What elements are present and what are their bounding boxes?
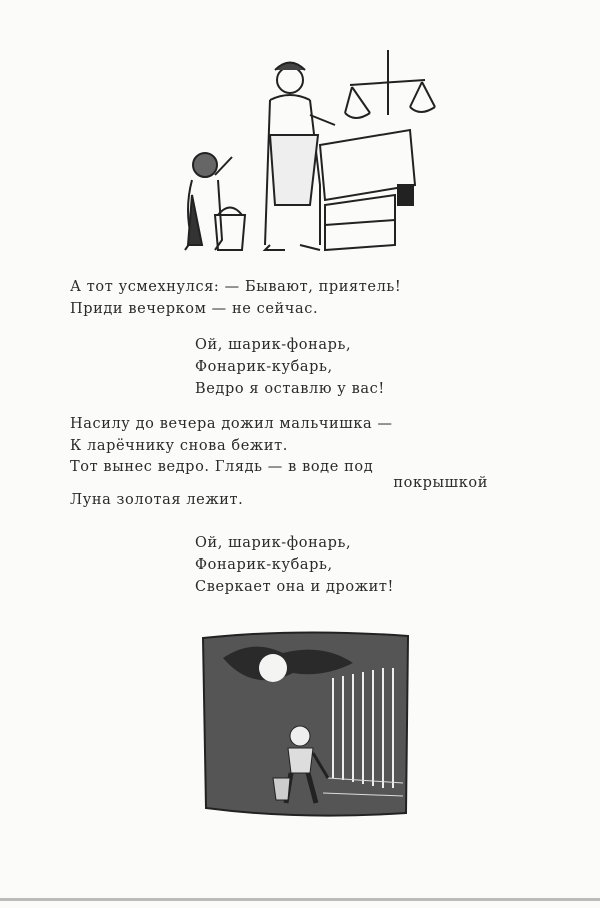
poem-line: Луна золотая лежит. [70, 492, 244, 508]
illustration-vendor-and-boy [170, 45, 440, 255]
refrain-line: Ведро я оставлю у вас! [195, 381, 385, 397]
refrain-line: Ой, шарик-фонарь, [195, 337, 352, 353]
poem-line: Тот вынес ведро. Глядь — в воде под [70, 459, 374, 475]
poem-line: А тот усмехнулся: — Бывают, приятель! [70, 279, 402, 295]
refrain-line: Ой, шарик-фонарь, [195, 535, 352, 551]
refrain-line: Фонарик-кубарь, [195, 359, 333, 375]
poem-line: Насилу до вечера дожил мальчишка — [70, 416, 393, 432]
page-bottom-edge [0, 898, 600, 901]
illustration-night-boy-with-bucket [198, 628, 413, 823]
poem-line-continuation: покрышкой [393, 475, 488, 491]
poem-line: Приди вечерком — не сейчас. [70, 301, 319, 317]
poem-line: К ларёчнику снова бежит. [70, 438, 288, 454]
refrain-line: Сверкает она и дрожит! [195, 579, 394, 595]
refrain-line: Фонарик-кубарь, [195, 557, 333, 573]
